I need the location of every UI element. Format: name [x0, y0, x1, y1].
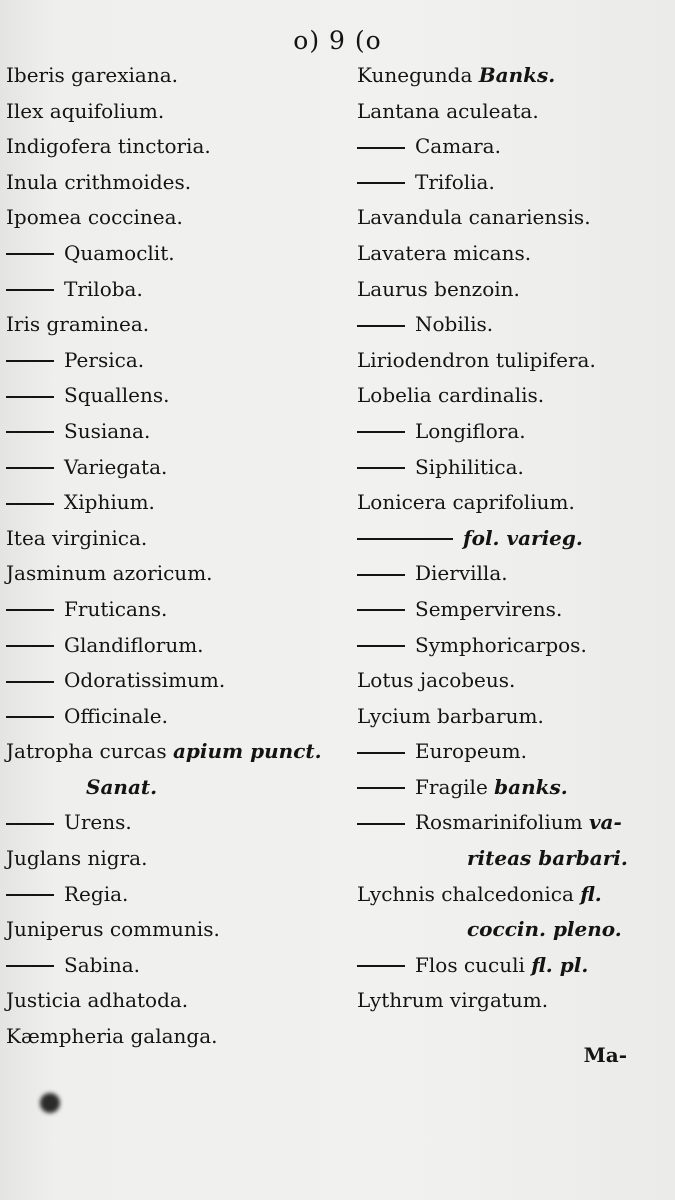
- list-item: [357, 770, 667, 806]
- ditto-dash: [357, 645, 405, 647]
- ditto-dash: [6, 681, 54, 683]
- ditto-dash: [357, 182, 405, 184]
- entry-text: Lychnis chalcedonica: [357, 881, 574, 906]
- list-item: [357, 485, 667, 521]
- entry-text: Flos cuculi: [415, 952, 525, 977]
- ditto-dash: [357, 823, 405, 825]
- entry-text: Kæmpheria galanga.: [6, 1024, 218, 1049]
- right-column: [357, 58, 667, 1019]
- ditto-dash: [6, 609, 54, 611]
- entry-text: Indigofera tinctoria.: [6, 134, 211, 159]
- list-item: [6, 272, 346, 308]
- entry-text: Iberis garexiana.: [6, 63, 179, 87]
- entry-text: Longiflora.: [415, 418, 526, 443]
- entry-text: Inula crithmoides.: [6, 169, 192, 194]
- entry-text: Juglans nigra.: [6, 846, 148, 871]
- list-item: [6, 983, 346, 1019]
- entry-text: Kunegunda: [357, 63, 473, 87]
- list-item: [357, 129, 667, 165]
- list-item: [6, 343, 346, 379]
- entry-text: Susiana.: [64, 418, 151, 443]
- ditto-dash: [357, 752, 405, 754]
- entry-text: Lavandula canariensis.: [357, 205, 591, 230]
- entry-text: Persica.: [64, 347, 145, 372]
- ditto-dash: [357, 325, 405, 327]
- list-item: [357, 841, 667, 877]
- list-item: [357, 805, 667, 841]
- entry-text: Jasminum azoricum.: [6, 561, 213, 586]
- list-item: [357, 450, 667, 486]
- entry-text: Fragile: [415, 774, 488, 799]
- list-item: [357, 165, 667, 201]
- ditto-dash: [6, 289, 54, 291]
- entry-text: Laurus benzoin.: [357, 276, 520, 301]
- entry-text: Fruticans.: [64, 596, 168, 621]
- list-item: [357, 414, 667, 450]
- list-item: [357, 556, 667, 592]
- ditto-dash: [6, 716, 54, 718]
- list-item: [357, 734, 667, 770]
- ditto-dash: [6, 396, 54, 398]
- entry-text: Jatropha curcas: [6, 739, 167, 764]
- list-item: [357, 307, 667, 343]
- entry-text: Lonicera caprifolium.: [357, 490, 575, 515]
- list-item: [6, 734, 346, 770]
- ditto-dash: [357, 538, 453, 540]
- left-column: [6, 58, 346, 1055]
- entry-text: Regia.: [64, 881, 129, 906]
- entry-text: Justicia adhatoda.: [6, 988, 189, 1013]
- list-item: [6, 912, 346, 948]
- ditto-dash: [6, 823, 54, 825]
- list-item: [6, 556, 346, 592]
- list-item: [6, 94, 346, 130]
- ditto-dash: [357, 965, 405, 967]
- entry-text: Triloba.: [64, 276, 143, 301]
- list-item: [357, 378, 667, 414]
- list-item: [6, 699, 346, 735]
- list-item: [6, 628, 346, 664]
- entry-text: Squallens.: [64, 383, 170, 408]
- list-item: [357, 912, 667, 948]
- entry-text: Lantana aculeata.: [357, 98, 539, 123]
- entry-text: Juniperus communis.: [6, 917, 220, 942]
- list-item: [6, 378, 346, 414]
- ditto-dash: [357, 467, 405, 469]
- entry-text: Lythrum virgatum.: [357, 988, 549, 1013]
- list-item: [6, 592, 346, 628]
- ditto-dash: [6, 645, 54, 647]
- list-item: [357, 58, 667, 94]
- list-item: [357, 521, 667, 557]
- entry-text: Camara.: [415, 134, 501, 159]
- list-item: [6, 1019, 346, 1055]
- entry-text: Symphoricarpos.: [415, 632, 587, 657]
- list-item: [6, 236, 346, 272]
- entry-italic-note: Sanat.: [86, 774, 158, 799]
- entry-text: Sempervirens.: [415, 596, 563, 621]
- entry-text: Ipomea coccinea.: [6, 205, 183, 230]
- entry-text: Ilex aquifolium.: [6, 98, 165, 123]
- list-item: [357, 628, 667, 664]
- entry-text: Europeum.: [415, 739, 527, 764]
- entry-text: Trifolia.: [415, 169, 495, 194]
- list-item: [6, 770, 346, 806]
- entry-text: Glandiflorum.: [64, 632, 204, 657]
- entry-text: Lavatera micans.: [357, 240, 532, 265]
- entry-text: Lotus jacobeus.: [357, 668, 516, 693]
- page-number: o) 9 (o: [293, 26, 382, 55]
- list-item: [357, 94, 667, 130]
- ditto-dash: [6, 360, 54, 362]
- entry-italic-note: apium punct.: [172, 739, 322, 764]
- entry-italic-note: banks.: [494, 774, 568, 799]
- entry-text: Rosmarinifolium: [415, 810, 583, 835]
- list-item: [6, 414, 346, 450]
- entry-text: Odoratissimum.: [64, 668, 226, 693]
- ditto-dash: [357, 574, 405, 576]
- entry-italic-note: fl.: [580, 881, 602, 906]
- list-item: [357, 236, 667, 272]
- catchword: Ma-: [583, 1043, 627, 1067]
- ditto-dash: [6, 431, 54, 433]
- ditto-dash: [6, 894, 54, 896]
- list-item: [357, 200, 667, 236]
- entry-text: Siphilitica.: [415, 454, 524, 479]
- list-item: [357, 983, 667, 1019]
- list-item: [6, 450, 346, 486]
- list-item: [6, 58, 346, 94]
- ditto-dash: [357, 609, 405, 611]
- entry-italic-note: riteas barbari.: [467, 846, 628, 871]
- ink-spot: [40, 1093, 60, 1113]
- entry-italic-note: coccin. pleno.: [467, 917, 622, 942]
- list-item: [6, 485, 346, 521]
- list-item: [6, 200, 346, 236]
- entry-text: Liriodendron tulipifera.: [357, 347, 596, 372]
- list-item: [357, 877, 667, 913]
- ditto-dash: [357, 787, 405, 789]
- entry-text: Urens.: [64, 810, 132, 835]
- list-item: [357, 663, 667, 699]
- entry-text: Iris graminea.: [6, 312, 150, 337]
- list-item: [357, 948, 667, 984]
- list-item: [357, 592, 667, 628]
- entry-text: Sabina.: [64, 952, 140, 977]
- list-item: [357, 272, 667, 308]
- list-item: [6, 307, 346, 343]
- entry-text: Xiphium.: [64, 490, 155, 515]
- list-item: [6, 129, 346, 165]
- entry-text: Lobelia cardinalis.: [357, 383, 545, 408]
- list-item: [6, 841, 346, 877]
- list-item: [6, 663, 346, 699]
- list-item: [6, 948, 346, 984]
- list-item: [357, 343, 667, 379]
- ditto-dash: [6, 253, 54, 255]
- ditto-dash: [6, 467, 54, 469]
- entry-text: Quamoclit.: [64, 240, 175, 265]
- ditto-dash: [357, 431, 405, 433]
- list-item: [6, 165, 346, 201]
- entry-text: Diervilla.: [415, 561, 508, 586]
- list-item: [357, 699, 667, 735]
- list-item: [6, 521, 346, 557]
- entry-text: Officinale.: [64, 703, 168, 728]
- entry-text: Lycium barbarum.: [357, 703, 544, 728]
- entry-italic-note: va-: [588, 810, 622, 835]
- entry-italic-note: fol. varieg.: [463, 525, 583, 550]
- ditto-dash: [357, 147, 405, 149]
- entry-text: Nobilis.: [415, 312, 494, 337]
- entry-italic-note: Banks.: [478, 63, 556, 87]
- entry-italic-note: fl. pl.: [531, 952, 589, 977]
- entry-text: Variegata.: [64, 454, 168, 479]
- ditto-dash: [6, 965, 54, 967]
- ditto-dash: [6, 503, 54, 505]
- list-item: [6, 805, 346, 841]
- list-item: [6, 877, 346, 913]
- entry-text: Itea virginica.: [6, 525, 148, 550]
